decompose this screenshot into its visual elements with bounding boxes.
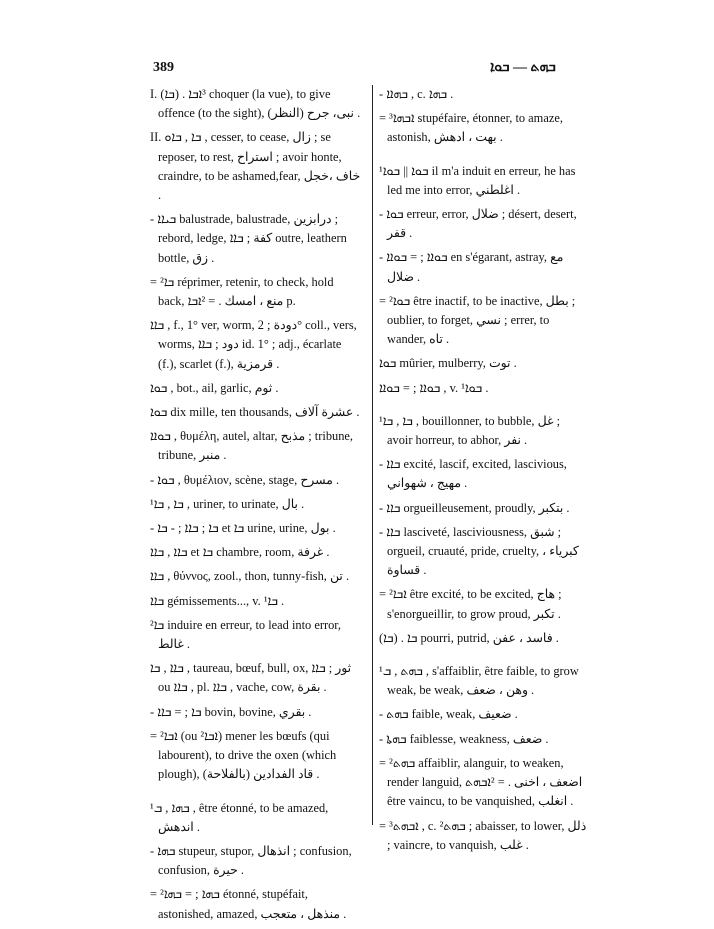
dictionary-entry: - ܒܐ ; = ܒܐܐ bovin, bovine, بقري . — [150, 704, 312, 719]
left-column — [150, 85, 362, 929]
dictionary-entry: - ܒܐ ; ܒܐܐ ; - ܒܐ et ܒܐ urine, urine, بول . — [150, 521, 336, 536]
dictionary-entry: - ܒܘܐ erreur, error, ضلال ; désert, desert, قفر . — [379, 207, 577, 241]
dictionary-entry: ¹ܒܐ , ܒܐ , uriner, to urinate, بال . — [150, 496, 305, 511]
page-number: 389 — [153, 60, 174, 75]
dictionary-entry: - ܒܐܐ excité, lascif, excited, lascivious, مهيج ، شهواني . — [379, 457, 567, 491]
dictionary-entry: ¹ܒܐ , ܒܐ , bouillonner, to bubble, غل ; avoir horreur, to abhor, نفر . — [379, 413, 561, 448]
dictionary-entry: ¹ܒܗܬ , ܒ , s'affaiblir, être faible, to grow weak, be weak, وهن ، ضعف . — [379, 664, 579, 698]
dictionary-entry: = ³ܐܒܗܐ stupéfaire, étonner, to amaze, astonish, بهت ، ادهش . — [379, 111, 563, 145]
dictionary-entry: ¹ܒܘܐ || ܒܘܐ il m'a induit en erreur, he has led me into error, اغلطني . — [379, 163, 576, 197]
dictionary-entry: I. (ܒܐ) . ³ܐܒܐ choquer (la vue), to give offence (to the sight), (النظر) نبى، جرح . — [150, 87, 361, 121]
dictionary-entry: (ܒܐ) . ܒܐ pourri, putrid, فاسد ، عفن . — [379, 630, 559, 645]
dictionary-entry: = ³ܐܒܗܬ , c. ²ܒܗܬ ; abaisser, to lower, ذلل ; vaincre, to vanquish, غلب . — [379, 818, 587, 852]
dictionary-entry: - ܒܘܐ , θυμέλιον, scène, stage, مسرح . — [150, 472, 340, 487]
right-column — [372, 85, 587, 852]
dictionary-entry: ܒܘܐ dix mille, ten thousands, عشرة آلاف . — [150, 405, 360, 420]
dictionary-entry: ܒܐܐ , f., 1° ver, worm, دودة ; 2° coll., vers, worms, دود ; ܒܐܐ id. 1° ; adj., écarlate (f.), scarlet (f.), قرمزية . — [150, 318, 357, 371]
dictionary-entry: - ܒܐܐ orgueilleusement, proudly, بتكبر . — [379, 500, 570, 515]
dictionary-entry: ܒܘܐܐ ; = ܒܘܐܐ , v. ¹ܒܘܐ . — [379, 380, 489, 395]
dictionary-entry: II. ܒܐ , ܒܐܘ , cesser, to cease, زال ; se reposer, to rest, استراح ; avoir honte, craindre, to be ashamed,fear, خاف ،خجل . — [150, 130, 361, 203]
dictionary-entry: ¹ܒܗܐ , ܒ , être étonné, to be amazed, اندهش . — [150, 800, 329, 834]
dictionary-entry: - ܒܐܐ lasciveté, lasciviousness, شبق ; orgueil, cruauté, pride, cruelty, كبرياء ، قساوة . — [379, 524, 579, 578]
dictionary-entry: = ²ܒܐ réprimer, retenir, to check, hold back, منع ، امسك . = ²ܐܒܐ p. — [150, 274, 334, 309]
running-head: ܒܗܬ — ܒܘܐ — [490, 60, 556, 75]
dictionary-entry: ܒܘܐܐ , θυμέλη, autel, altar, مذبح ; tribune, tribune, منبر . — [150, 429, 354, 463]
dictionary-entry: ܒܘܐ mûrier, mulberry, توت . — [379, 356, 517, 371]
dictionary-entry: = ²ܐܒܐ (ou ²ܐܒܐ) mener les bœufs (qui labourent), to drive the oxen (which plough), (بالفلاحة) قاد الفدادين . — [150, 728, 337, 782]
dictionary-entry: = ²ܒܗܐ ; = ܒܗܐ étonné, stupéfait, astonished, amazed, منذهل ، متعجب . — [150, 887, 347, 921]
dictionary-entry: - ܒܗܐ stupeur, stupor, انذهال ; confusion, confusion, حيرة . — [150, 843, 352, 878]
dictionary-entry: - ܒܝܐܐ balustrade, balustrade, درابزين ; rebord, ledge, كفة ; ܒܐܐ outre, leathern bottle, زق . — [150, 212, 347, 265]
dictionary-entry: ܒܐܐ , ܒܐ , taureau, bœuf, bull, ox, ثور ; ܒܐܐ ou ܒܐܐ , pl. ܒܐܐ , vache, cow, بقرة . — [150, 661, 352, 695]
dictionary-entry: - ܒܘܐܐ ; = ܒܘܐܐ en s'égarant, astray, مع ضلال . — [379, 250, 564, 284]
dictionary-entry: ²ܒܐ induire en erreur, to lead into error, غالط . — [150, 617, 341, 652]
dictionary-entry: ܒܘܐ , bot., ail, garlic, ثوم . — [150, 380, 279, 395]
dictionary-entry: = ²ܐܒܐ être excité, to be excited, هاج ; s'enorgueillir, to grow proud, تكبر . — [379, 587, 562, 621]
dictionary-entry: ܒܐܐ , ܒܐܐ et ܒܐ chambre, room, غرفة . — [150, 545, 330, 560]
dictionary-entry: = ²ܒܗܬ affaiblir, alanguir, to weaken, render languid, اضعف ، اخنى . = ²ܐܒܗܬ être vaincu, to be vanquished, انغلب . — [379, 755, 583, 809]
dictionary-entry: - ܒܗܬܐ faiblesse, weakness, ضعف . — [379, 731, 549, 746]
dictionary-entry: = ²ܒܘܐ être inactif, to be inactive, بطل ; oublier, to forget, نسي ; errer, to wander, تاه . — [379, 293, 576, 347]
dictionary-entry: - ܒܗܬ faible, weak, ضعيف . — [379, 707, 518, 722]
dictionary-entry: ܒܐܐ , θύννος, zool., thon, tunny-fish, تن . — [150, 569, 350, 584]
dictionary-entry: ܒܐܐ gémissements..., v. ¹ܒܐ . — [150, 593, 285, 608]
dictionary-entry: - ܒܗܐܐ , c. ܒܗܐ . — [379, 87, 454, 101]
